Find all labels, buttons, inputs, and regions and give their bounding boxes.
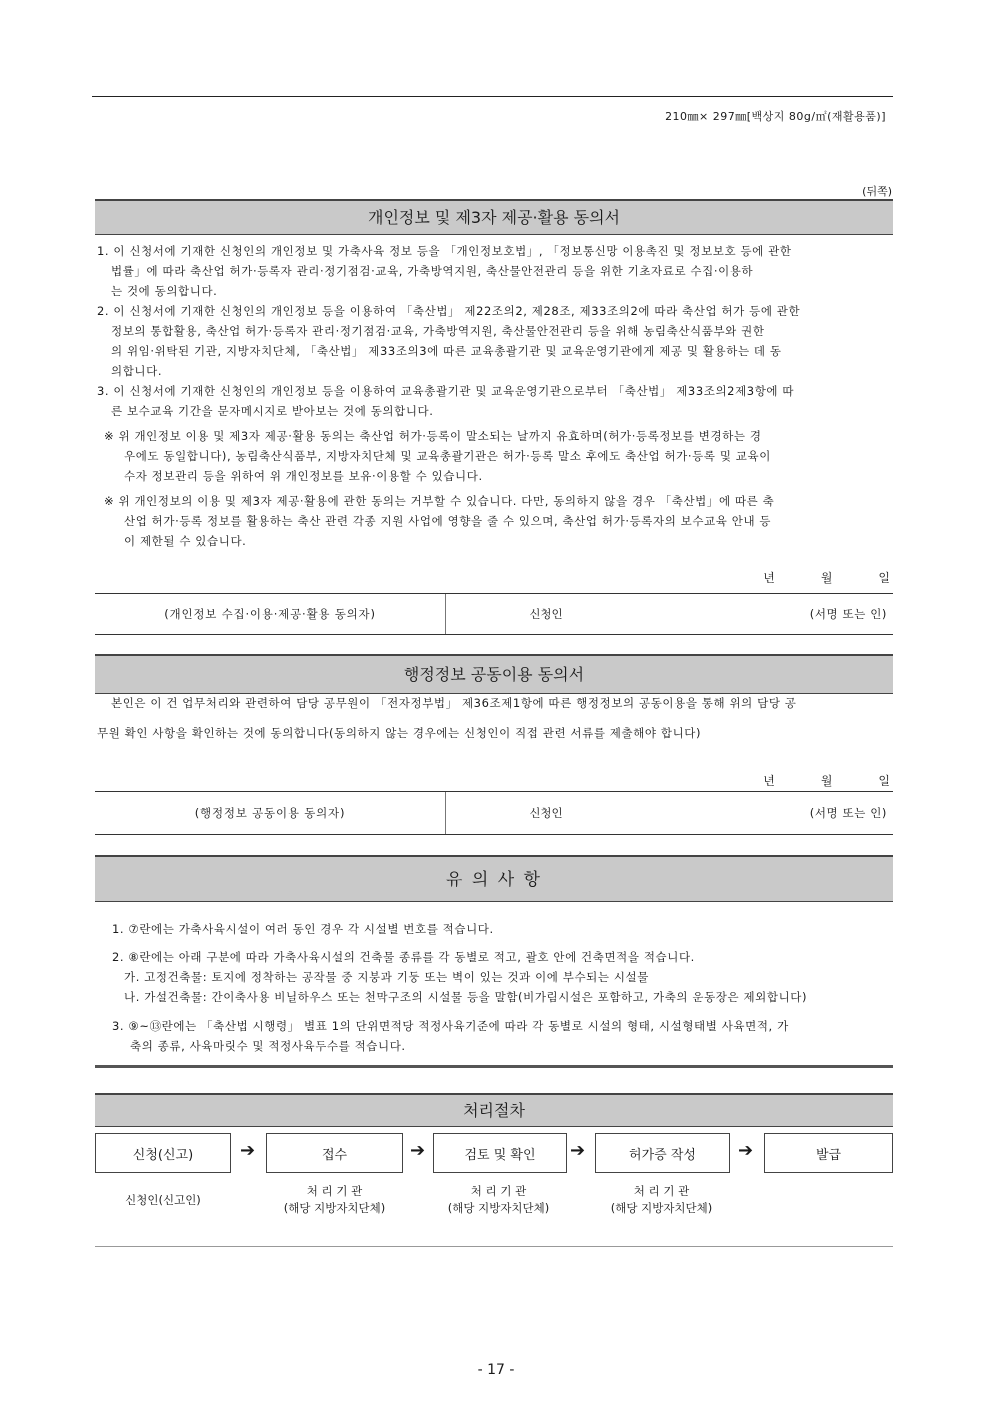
consent1-signer-label: (개인정보 수집·이용·제공·활용 동의자) [95,594,446,634]
step-issue: 발급 [764,1133,893,1173]
step-apply: 신청(신고) [95,1133,231,1173]
consent1-item-2-line-1: 2. 이 신청서에 기재한 신청인의 개인정보 등을 이용하여 「축산법」 제22조의2, 제28조, 제33조의2에 따라 축산업 허가 등에 관한 [97,304,801,318]
arrow-right-icon: ➔ [410,1140,426,1161]
top-rule [92,96,893,97]
consent1-applicant-label: 신청인 [529,607,563,621]
page-number: - 17 - [477,1362,515,1378]
consent2-text-line-2: 무원 확인 사항을 확인하는 것에 동의합니다(동의하지 않는 경우에는 신청인이 직접 관련 서류를 제출해야 합니다) [97,726,702,740]
consent1-item-3-line-1: 3. 이 신청서에 기재한 신청인의 개인정보 등을 이용하여 교육총괄기관 및 교육운영기관으로부터 「축산법」 제33조의2제3항에 따 [97,384,795,398]
consent1-note-2-line-1: ※ 위 개인정보의 이용 및 제3자 제공·활용에 관한 동의는 거부할 수 있습니다. 다만, 동의하지 않을 경우 「축산법」에 따른 축 [104,494,775,508]
year-label: 년 [763,774,775,788]
consent2-signer-label: (행정정보 공동이용 동의자) [95,792,446,834]
month-label: 월 [820,571,833,585]
step-review-actor [430,1183,567,1217]
agency-label: 처 리 기 관 [633,1184,690,1198]
consent1-item-3-line-2: 른 보수교육 기간을 문자메시지로 받아보는 것에 동의합니다. [111,404,434,418]
consent1-item-1-line-1: 1. 이 신청서에 기재한 신청인의 개인정보 및 가축사육 정보 등을 「개인정보호법」, 「정보통신망 이용촉진 및 정보보호 등에 관한 [97,244,792,258]
agency-detail: (해당 지방자치단체) [283,1201,386,1215]
consent1-note-1-line-2: 우에도 동일합니다), 농림축산식품부, 지방자치단체 및 교육총괄기관은 허가·등록 말소 후에도 축산업 허가·등록 및 교육이 [124,449,771,463]
consent1-sign-field[interactable]: (서명 또는 인) [809,607,887,621]
consent2-signature-row [95,791,893,835]
arrow-right-icon: ➔ [240,1140,256,1161]
consent1-item-2-line-3: 의 위임·위탁된 기관, 지방자치단체, 「축산법」 제33조의3에 따른 교육총괄기관 및 교육운영기관에게 제공 및 활용하는 데 동 [111,344,782,358]
agency-label: 처 리 기 관 [306,1184,363,1198]
notice-item-2: 2. ⑧란에는 아래 구분에 따라 가축사육시설의 건축물 종류를 각 동별로 적고, 괄호 안에 건축면적을 적습니다. [112,950,695,964]
agency-detail: (해당 지방자치단체) [610,1201,713,1215]
consent1-item-2-line-2: 정보의 통합활용, 축산업 허가·등록자 관리·정기점검·교육, 가축방역지원, 축산물안전관리 등을 위해 농림축산식품부와 권한 [111,324,765,338]
notice-item-1: 1. ⑦란에는 가축사육시설이 여러 동인 경우 각 시설별 번호를 적습니다. [112,922,494,936]
consent1-date [763,569,890,586]
consent2-title: 행정정보 공동이용 동의서 [95,654,893,694]
step-license-write-actor [593,1183,730,1217]
notice-item-2a: 가. 고정건축물: 토지에 정착하는 공작물 중 지붕과 기둥 또는 벽이 있는 것과 이에 부수되는 시설물 [124,970,649,984]
arrow-right-icon: ➔ [738,1140,754,1161]
consent1-item-1-line-3: 는 것에 동의합니다. [111,284,218,298]
consent2-text-line-1: 본인은 이 건 업무처리와 관련하여 담당 공무원이 「전자정부법」 제36조제1항에 따른 행정정보의 공동이용을 통해 위의 담당 공 [111,696,797,710]
consent1-item-2-line-4: 의합니다. [111,364,163,378]
agency-label: 처 리 기 관 [470,1184,527,1198]
paper-spec: 210㎜× 297㎜[백상지 80g/㎡(재활용품)] [665,110,886,123]
step-apply-actor: 신청인(신고인) [125,1193,201,1207]
step-receive-actor [266,1183,403,1217]
consent1-note-1-line-1: ※ 위 개인정보 이용 및 제3자 제공·활용 동의는 축산업 허가·등록이 말소되는 날까지 유효하며(허가·등록정보를 변경하는 경 [104,429,762,443]
year-label: 년 [763,571,775,585]
consent1-note-2-line-2: 산업 허가·등록 정보를 활용하는 축산 관련 각종 지원 사업에 영향을 줄 수 있으며, 축산업 허가·등록자의 보수교육 안내 등 [124,514,772,528]
consent1-item-1-line-2: 법률」에 따라 축산업 허가·등록자 관리·정기점검·교육, 가축방역지원, 축산물안전관리 등을 위한 기초자료로 수집·이용하 [111,264,754,278]
back-label: (뒤쪽) [862,185,892,198]
consent2-applicant-label: 신청인 [529,806,563,820]
consent2-sign-field[interactable]: (서명 또는 인) [809,806,887,820]
consent1-title: 개인정보 및 제3자 제공·활용 동의서 [95,199,893,235]
step-review: 검토 및 확인 [433,1133,567,1173]
day-label: 일 [878,571,890,585]
arrow-right-icon: ➔ [570,1140,586,1161]
notice-item-2b: 나. 가설건축물: 간이축사용 비닐하우스 또는 천막구조의 시설물 등을 말함(비가림시설은 포함하고, 가축의 운동장은 제외합니다) [124,990,808,1004]
notice-item-3-line-2: 축의 종류, 사육마릿수 및 적정사육두수를 적습니다. [130,1039,406,1053]
consent1-note-1-line-3: 수자 정보관리 등을 위하여 위 개인정보를 보유·이용할 수 있습니다. [124,469,483,483]
notices-title: 유 의 사 항 [95,855,893,902]
step-license-write: 허가증 작성 [595,1133,730,1173]
procedure-title: 처리절차 [95,1093,893,1127]
step-receive: 접수 [266,1133,403,1173]
consent2-date [763,772,890,789]
consent1-note-2-line-3: 이 제한될 수 있습니다. [124,534,247,548]
day-label: 일 [878,774,890,788]
bottom-rule [95,1246,893,1247]
consent1-signature-row [95,593,893,635]
month-label: 월 [820,774,833,788]
notice-item-3-line-1: 3. ⑨~⑬란에는 「축산법 시행령」 별표 1의 단위면적당 적정사육기준에 따라 각 동별로 시설의 형태, 시설형태별 사육면적, 가 [112,1019,789,1033]
agency-detail: (해당 지방자치단체) [447,1201,550,1215]
